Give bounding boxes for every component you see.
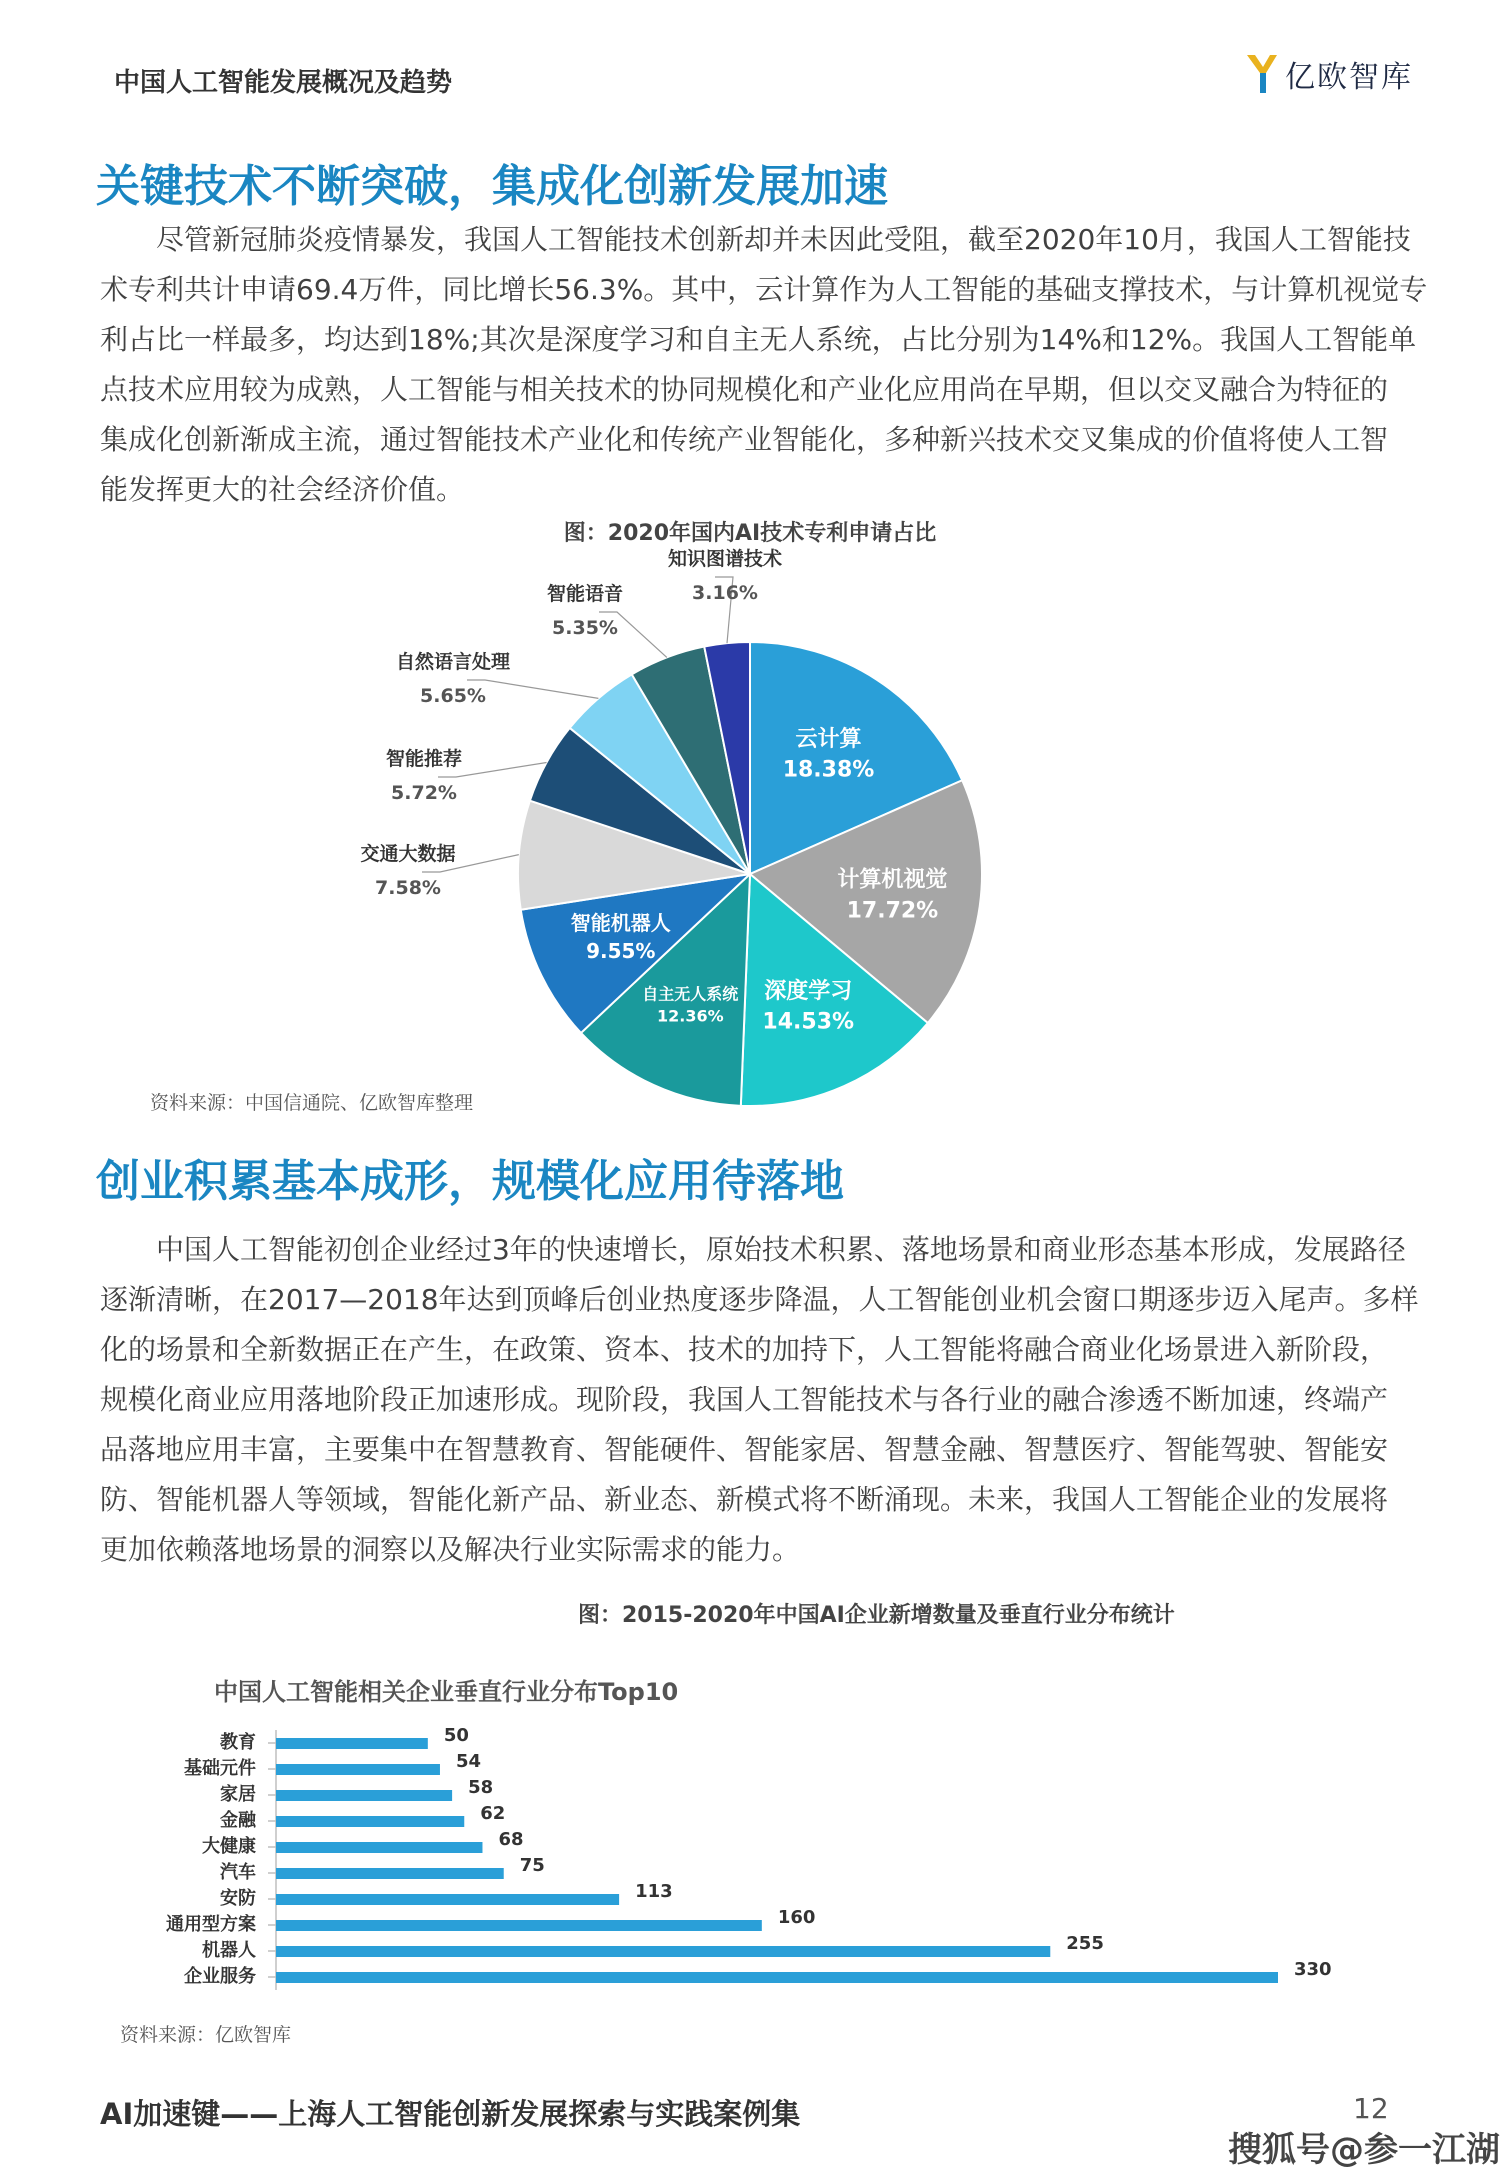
bar-category-label: 汽车 [220,1862,256,1883]
bar-value-label: 68 [498,1829,524,1850]
paragraph-line: 能发挥更大的社会经济价值。 [100,473,465,506]
pie-value-label: 14.53% [762,1009,855,1035]
bar [276,1972,1278,1983]
paragraph-line: 利占比一样最多，均达到18%;其次是深度学习和自主无人系统，占比分别为14%和12%。我国人工智能单 [100,323,1417,356]
pie-value-label: 12.36% [656,1006,724,1026]
bar-figure-caption: 图：2015-2020年中国AI企业新增数量及垂直行业分布统计 [578,1603,1175,1628]
paragraph-line: 点技术应用较为成熟，人工智能与相关技术的协同规模化和产业化应用尚在早期，但以交叉融合为特征的 [100,373,1389,406]
pie-source-note: 资料来源：中国信通院、亿欧智库整理 [150,1092,474,1114]
bar-value-label: 54 [455,1751,482,1772]
pie-category-label: 深度学习 [764,978,853,1004]
pie-category-label: 知识图谱技术 [667,548,783,570]
bar [276,1738,428,1749]
bar-category-label: 金融 [220,1810,256,1831]
pie-category-label: 云计算 [795,726,862,752]
page-number: 12 [1353,2092,1389,2125]
paragraph-line: 防、智能机器人等领域，智能化新产品、新业态、新模式将不断涌现。未来，我国人工智能企业的发展将 [100,1483,1389,1516]
pie-category-label: 智能机器人 [570,911,671,936]
bar [276,1894,619,1905]
bar-value-label: 330 [1294,1959,1332,1980]
paragraph-line: 尽管新冠肺炎疫情暴发，我国人工智能技术创新却并未因此受阻，截至2020年10月，我国人工智能技 [156,223,1411,256]
bar-chart-title: 中国人工智能相关企业垂直行业分布Top10 [214,1678,679,1706]
bar-category-label: 基础元件 [184,1758,256,1779]
brand-logo [1245,52,1413,96]
pie-value-label: 18.38% [782,757,875,783]
paragraph-line: 术专利共计申请69.4万件，同比增长56.3%。其中，云计算作为人工智能的基础支撑技术，与计算机视觉专 [100,273,1428,306]
pie-value-label: 9.55% [586,939,656,964]
bar-value-label: 160 [777,1907,816,1928]
patent-share-pie-chart [0,548,1500,1100]
bar [276,1868,504,1879]
watermark-text: 搜狐号@参一江湖 [1228,2130,1500,2170]
paragraph-line: 规模化商业应用落地阶段正加速形成。现阶段，我国人工智能技术与各行业的融合渗透不断加速，终端产 [100,1383,1389,1416]
bar-value-label: 50 [443,1725,469,1746]
logo-icon [1245,53,1279,95]
bar-category-label: 教育 [220,1732,256,1753]
pie-figure-caption: 图：2020年国内AI技术专利申请占比 [563,521,937,546]
bar-source-note: 资料来源：亿欧智库 [120,2024,292,2046]
bar-value-label: 62 [480,1803,506,1824]
section1-paragraph [100,215,1428,515]
paragraph-line: 逐渐清晰，在2017—2018年达到顶峰后创业热度逐步降温，人工智能创业机会窗口期逐步迈入尾声。多样 [100,1283,1419,1316]
document-title: 中国人工智能发展概况及趋势 [114,68,453,98]
pie-value-label: 3.16% [692,582,758,604]
pie-value-label: 7.58% [375,877,441,899]
section2-heading: 创业积累基本成形，规模化应用待落地 [96,1156,844,1207]
pie-category-label: 交通大数据 [360,843,456,865]
bar-value-label: 255 [1066,1933,1104,1954]
bar [276,1790,452,1801]
bar [276,1946,1050,1957]
bar-category-label: 安防 [220,1888,256,1909]
section2-paragraph [100,1225,1419,1575]
bar [276,1842,482,1853]
bar-value-label: 113 [635,1881,673,1902]
pie-value-label: 5.35% [552,617,618,639]
bar-category-label: 通用型方案 [166,1914,256,1935]
paragraph-line: 品落地应用丰富，主要集中在智慧教育、智能硬件、智能家居、智慧金融、智慧医疗、智能驾驶、智能安 [100,1433,1389,1466]
bar-category-label: 大健康 [202,1836,256,1857]
paragraph-line: 集成化创新渐成主流，通过智能技术产业化和传统产业智能化，多种新兴技术交叉集成的价值将使人工智 [100,423,1389,456]
pie-category-label: 自然语言处理 [395,651,511,673]
bar [276,1920,762,1931]
pie-leader-line [467,680,598,698]
pie-category-label: 计算机视觉 [837,867,948,893]
pie-value-label: 5.65% [420,685,486,707]
bar [276,1816,464,1827]
bar-category-label: 家居 [220,1784,256,1805]
paragraph-line: 更加依赖落地场景的洞察以及解决行业实际需求的能力。 [100,1533,801,1566]
bar-value-label: 58 [468,1777,494,1798]
footer-title: AI加速键——上海人工智能创新发展探索与实践案例集 [100,2097,801,2131]
bar-value-label: 75 [519,1855,545,1876]
bar-category-label: 机器人 [202,1940,256,1961]
pie-category-label: 智能语音 [546,583,624,605]
section1-heading: 关键技术不断突破，集成化创新发展加速 [96,161,888,212]
vertical-industry-bar-chart [0,1660,1500,2010]
paragraph-line: 中国人工智能初创企业经过3年的快速增长，原始技术积累、落地场景和商业形态基本形成，发展路径 [156,1233,1406,1266]
pie-value-label: 17.72% [846,898,939,924]
pie-category-label: 自主无人系统 [642,984,739,1004]
logo-name: 亿欧智库 [1285,60,1413,95]
paragraph-line: 化的场景和全新数据正在产生，在政策、资本、技术的加持下，人工智能将融合商业化场景进入新阶段， [100,1333,1389,1366]
pie-category-label: 智能推荐 [385,748,463,770]
bar-category-label: 企业服务 [184,1966,256,1987]
pie-value-label: 5.72% [391,782,457,804]
bar [276,1764,440,1775]
